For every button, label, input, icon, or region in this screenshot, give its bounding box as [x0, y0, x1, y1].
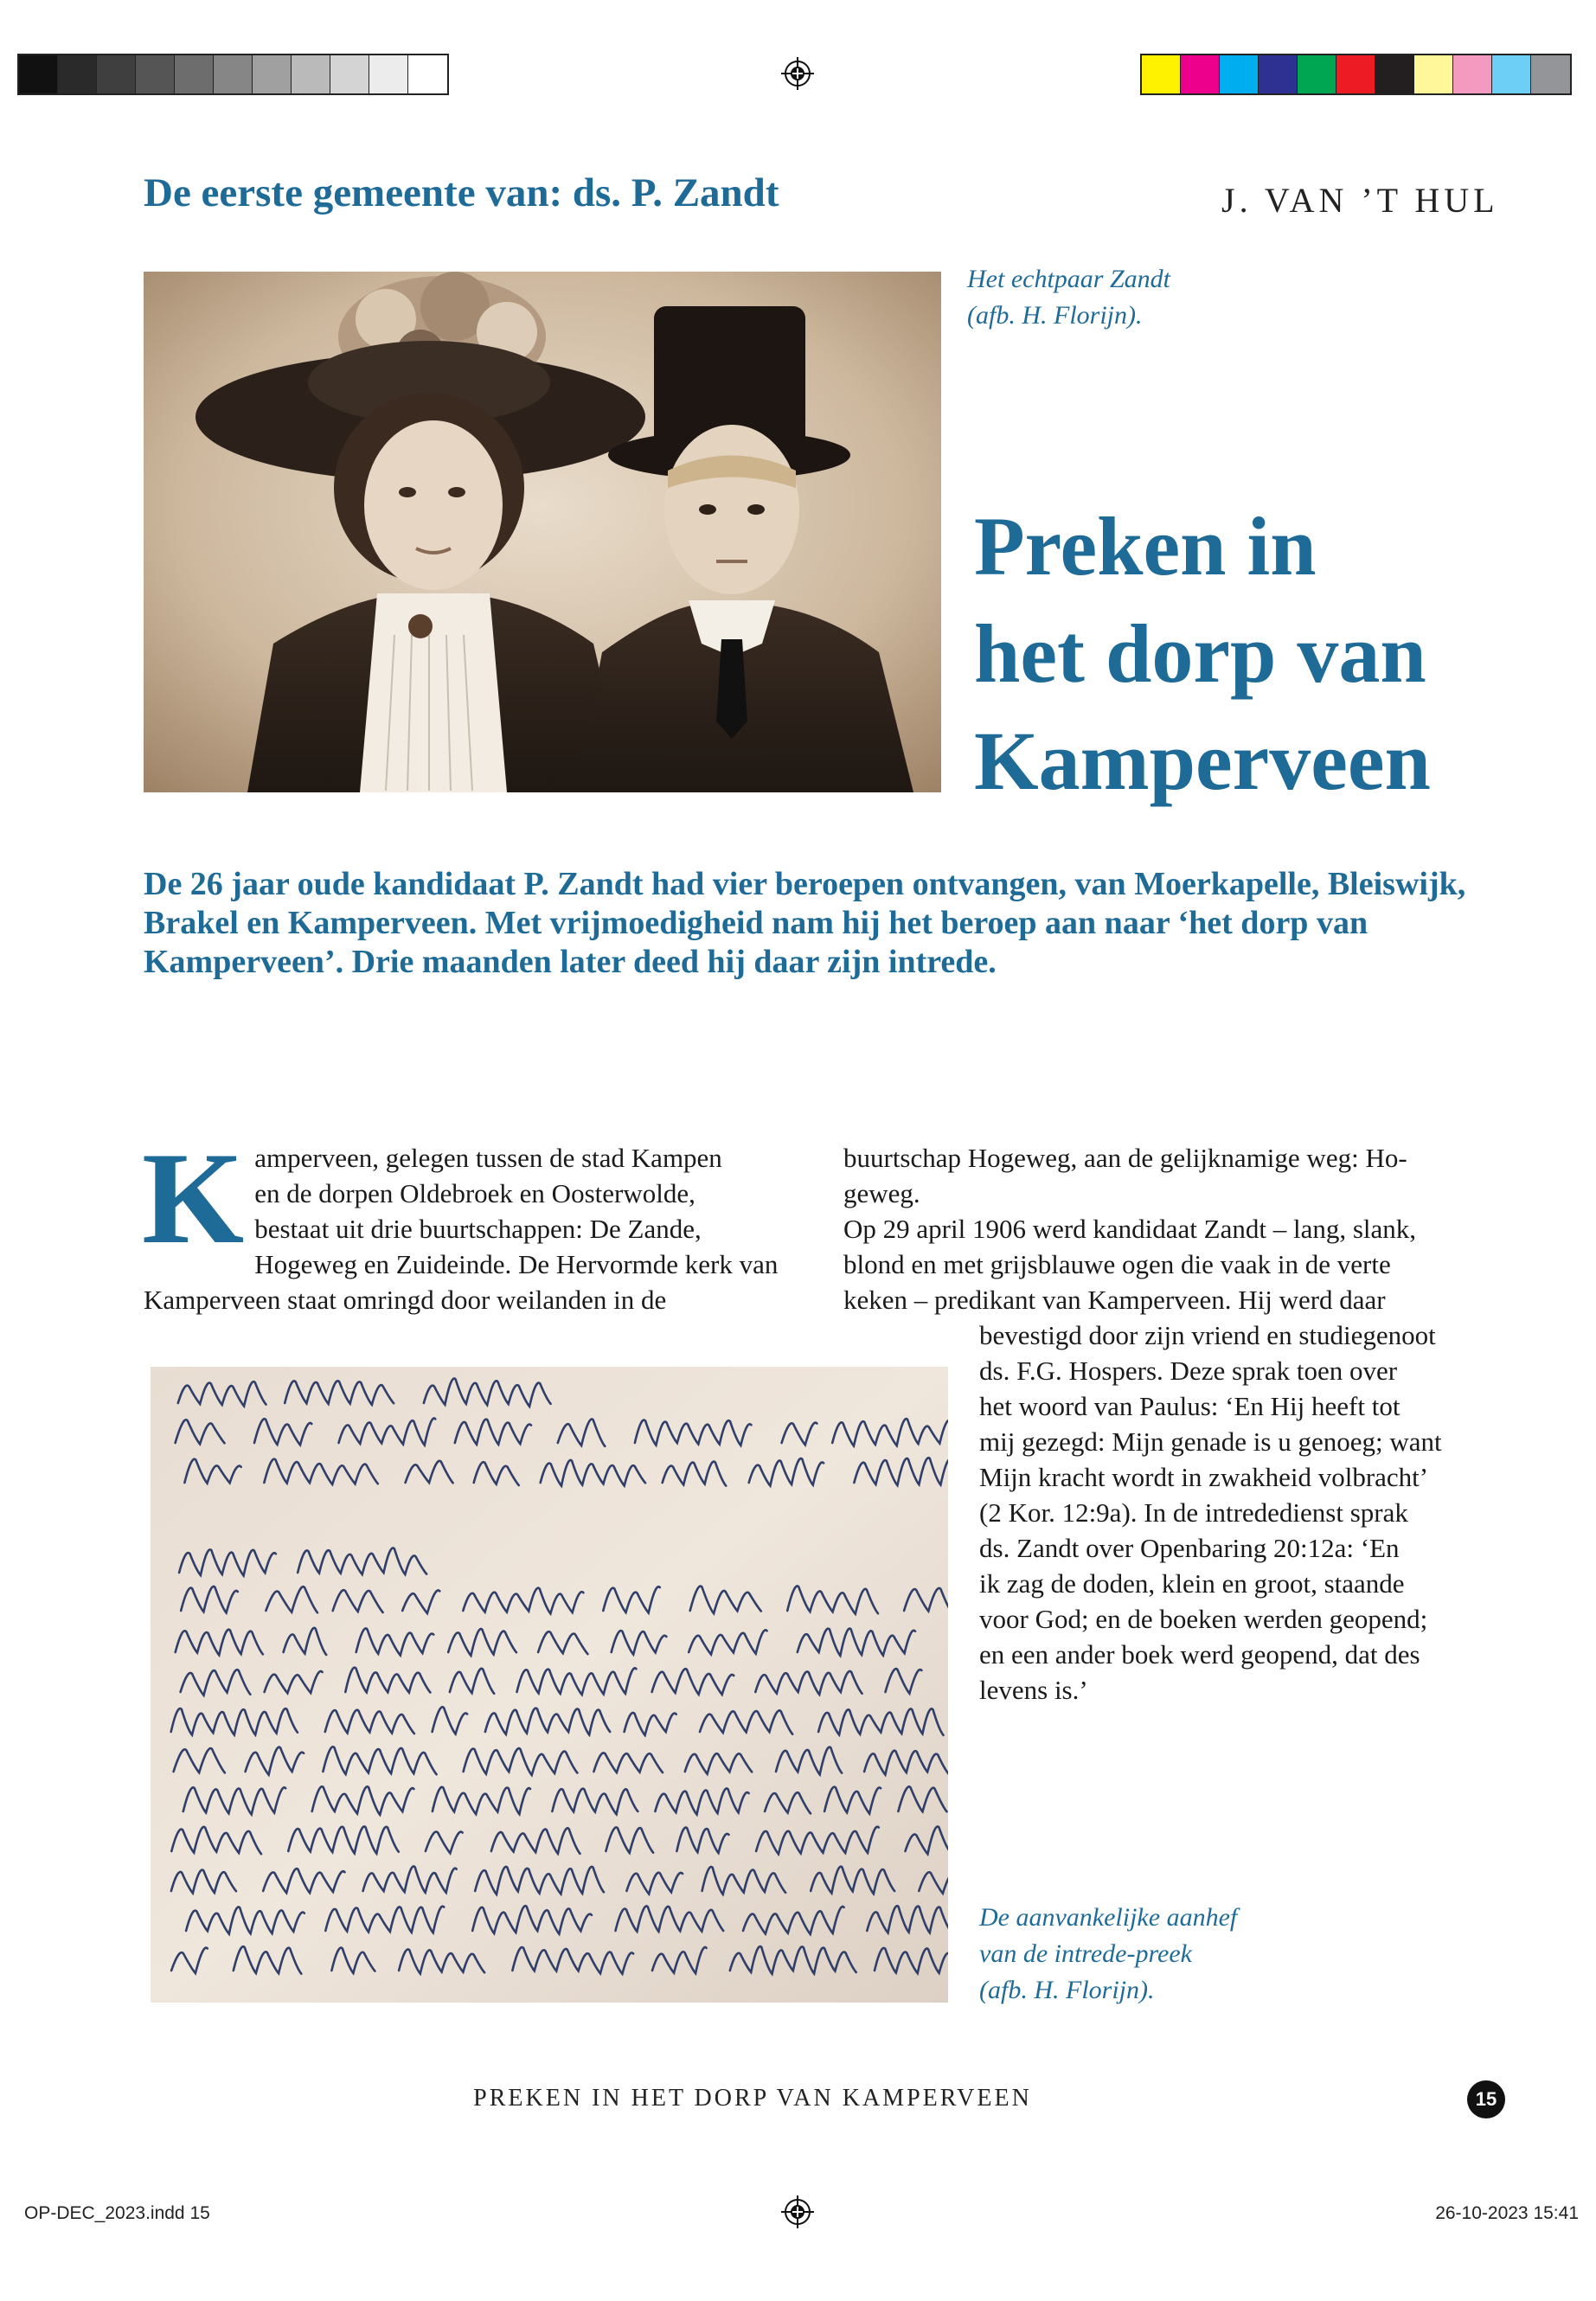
calibration-swatch: [1298, 55, 1336, 93]
manuscript-caption-line: van de intrede-preek: [979, 1939, 1192, 1968]
body-line: levens is.’: [979, 1675, 1088, 1705]
body-line: bestaat uit drie buurtschappen: De Zande,: [254, 1214, 702, 1244]
body-line: mij gezegd: Mijn genade is u genoeg; want: [979, 1426, 1442, 1457]
calibration-swatch: [1259, 55, 1298, 93]
body-column-1: [142, 1125, 801, 1317]
calibration-swatch: [1220, 55, 1259, 93]
article-title-line: Preken in: [974, 500, 1317, 593]
article-lead: De 26 jaar oude kandidaat P. Zandt had vier beroepen ontvangen, van Moerkapelle, Bleiswijk, Brakel en Kamperveen. Met vrijmoedigheid nam hij het beroep aan naar ‘het dorp van Kamperveen’. Drie maanden later deed hij daar zijn intrede.: [144, 866, 1466, 980]
calibration-swatch: [1531, 55, 1570, 93]
article-title-line: het dorp van: [974, 607, 1426, 700]
handwritten-sermon-manuscript: [151, 1367, 948, 2003]
slug-file-info: OP-DEC_2023.indd 15: [24, 2203, 210, 2223]
calibration-swatch: [136, 55, 175, 93]
couple-photo: [144, 272, 941, 792]
author-byline: J. VAN ’T HUL: [1221, 181, 1499, 220]
calibration-swatch: [1492, 55, 1531, 93]
manuscript-caption-line: (afb. H. Florijn).: [979, 1976, 1155, 2004]
calibration-swatch: [1336, 55, 1375, 93]
calibration-swatch: [253, 55, 292, 93]
registration-mark-icon: [781, 2195, 814, 2228]
manuscript-caption-line: De aanvankelijke aanhef: [979, 1903, 1238, 1932]
body-line: geweg.: [843, 1178, 920, 1208]
body-line: Op 29 april 1906 werd kandidaat Zandt – lang, slank,: [843, 1214, 1417, 1244]
calibration-swatch: [175, 55, 214, 93]
registration-mark-icon: [781, 57, 814, 90]
calibration-swatch: [1414, 55, 1453, 93]
calibration-swatch: [58, 55, 97, 93]
body-line: Kamperveen staat omringd door weilanden in de: [144, 1285, 667, 1315]
body-line: blond en met grijsblauwe ogen die vaak in de verte: [843, 1249, 1391, 1279]
body-line: ds. Zandt over Openbaring 20:12a: ‘En: [979, 1533, 1400, 1563]
running-footer-title: PREKEN IN HET DORP VAN KAMPERVEEN: [473, 2085, 1032, 2112]
body-line: keken – predikant van Kamperveen. Hij werd daar: [843, 1285, 1386, 1315]
body-line: ds. F.G. Hospers. Deze sprak toen over: [979, 1356, 1398, 1386]
photo-caption-line: (afb. H. Florijn).: [967, 301, 1143, 330]
calibration-swatch: [1142, 55, 1181, 93]
manuscript-caption: [979, 1900, 1237, 2009]
grayscale-calibration-strip: [17, 54, 449, 95]
calibration-swatch: [369, 55, 408, 93]
calibration-swatch: [330, 55, 369, 93]
calibration-swatch: [1375, 55, 1414, 93]
body-column-2: [843, 1140, 1501, 1317]
article-title: [974, 493, 1431, 815]
body-line: Hogeweg en Zuideinde. De Hervormde kerk van: [254, 1249, 779, 1279]
body-line: en een ander boek werd geopend, dat des: [979, 1639, 1420, 1670]
color-calibration-strip: [1140, 54, 1572, 95]
body-line: voor God; en de boeken werden geopend;: [979, 1604, 1428, 1634]
calibration-swatch: [97, 55, 136, 93]
page-number: 15: [1467, 2080, 1505, 2118]
body-line: Mijn kracht wordt in zwakheid volbracht’: [979, 1462, 1429, 1492]
calibration-swatch: [1181, 55, 1220, 93]
calibration-swatch: [1453, 55, 1492, 93]
body-line: (2 Kor. 12:9a). In de intrededienst sprak: [979, 1497, 1408, 1528]
body-line: amperveen, gelegen tussen de stad Kampen: [254, 1143, 722, 1173]
body-line: ik zag de doden, klein en groot, staande: [979, 1568, 1405, 1599]
body-line: en de dorpen Oldebroek en Oosterwolde,: [254, 1178, 695, 1208]
body-column-3: [979, 1317, 1507, 1708]
calibration-swatch: [214, 55, 253, 93]
calibration-swatch: [292, 55, 330, 93]
photo-caption: [967, 261, 1170, 334]
calibration-swatch: [19, 55, 58, 93]
slug-date-time: 26-10-2023 15:41: [1435, 2203, 1579, 2223]
calibration-swatch: [408, 55, 447, 93]
body-line: bevestigd door zijn vriend en studiegenoot: [979, 1320, 1436, 1350]
section-kicker: De eerste gemeente van: ds. P. Zandt: [144, 170, 779, 215]
drop-cap: K: [142, 1125, 245, 1271]
photo-caption-line: Het echtpaar Zandt: [967, 265, 1170, 293]
body-line: buurtschap Hogeweg, aan de gelijknamige weg: Ho-: [843, 1143, 1407, 1173]
body-line: het woord van Paulus: ‘En Hij heeft tot: [979, 1391, 1401, 1421]
article-title-line: Kamperveen: [974, 715, 1431, 807]
